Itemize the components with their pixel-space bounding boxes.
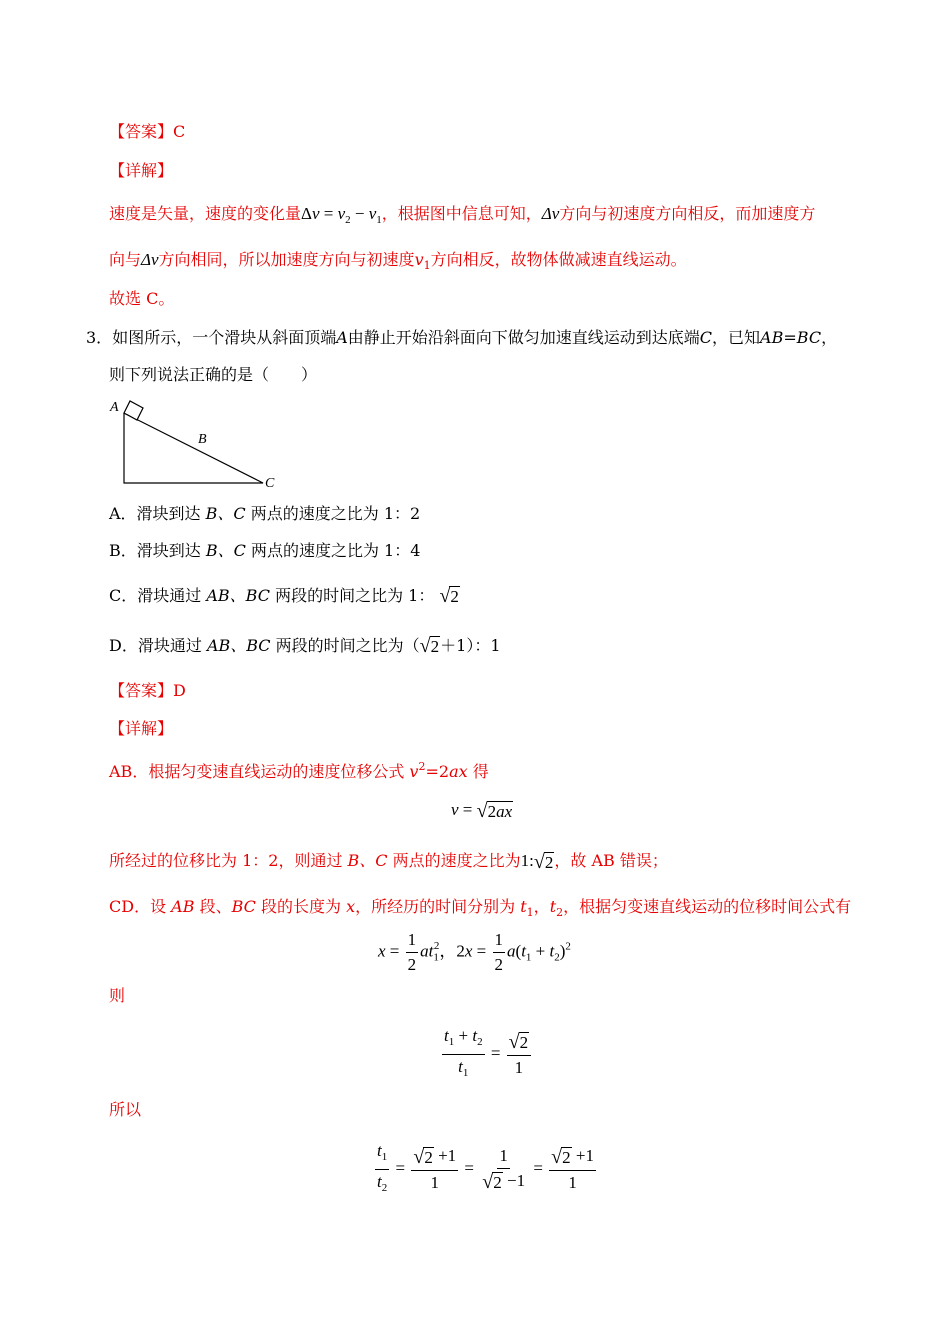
label-c: C (265, 476, 275, 491)
incline-figure (105, 395, 285, 495)
answer: 【答案】D (109, 681, 186, 700)
delta-v-formula: $\Delta v = v_2 - v_1$ (301, 204, 382, 226)
option-c: C．滑块通过 AB、BC 两段的时间之比为 1： √ 2 (109, 585, 459, 607)
option-a: A．滑块到达 B、C 两点的速度之比为 1：2 (109, 504, 421, 523)
formula-displacement: x = $\frac{1}{2}$ $at_1^2$，2x = $\frac{1}{2}$ $a(t_1 + t_2)^2$ (378, 930, 571, 974)
formula-v-sqrt: v = √ 2ax (451, 799, 513, 822)
incline-triangle (124, 413, 263, 483)
option-b: B．滑块到达 B、C 两点的速度之比为 1：4 (109, 541, 421, 560)
detail-ab: AB．根据匀变速直线运动的速度位移公式 $v^2=2ax$ 得 (109, 760, 489, 781)
slider-block (124, 401, 143, 420)
label-b: B (198, 432, 207, 447)
detail-so: 所以 (109, 1100, 142, 1119)
question-line1: 3．如图所示，一个滑块从斜面顶端A由静止开始沿斜面向下做匀加速直线运动到达底端C，已知AB=BC， (86, 328, 838, 347)
sqrt-2: √ 2 (419, 635, 440, 657)
prev-detail-line1: 速度是矢量，速度的变化量$\Delta v = v_2 - v_1$，根据图中信息可知，Δv方向与初速度方向相反，而加速度方 (109, 204, 816, 226)
formula-ratio2: $\frac{t_1}{t_2}$ = √ 2 +1 1 = 1 √ 2 −1 = √ 2 +1 1 (377, 1141, 594, 1194)
question-line2: 则下列说法正确的是（ ） (109, 365, 318, 384)
prev-detail-line2: 向与Δv方向相同，所以加速度方向与初速度$v_1$方向相反，故物体做减速直线运动。 (109, 250, 687, 272)
detail-tag: 【详解】 (109, 719, 174, 738)
sqrt-2: √ 2 (439, 585, 459, 607)
option-d: D．滑块通过 AB、BC 两段的时间之比为（ √ 2 ＋1）：1 (109, 635, 501, 657)
detail-cd: CD．设 AB 段、BC 段的长度为 x，所经历的时间分别为 $t_1$，$t_2$，根据匀变速直线运动的位移时间公式有 (109, 897, 852, 919)
prev-answer: 【答案】C (109, 122, 186, 141)
formula-ratio1: $\frac{t_1 + t_2}{t_1}$ = √ 2 1 (440, 1026, 533, 1083)
prev-detail-tag: 【详解】 (109, 161, 174, 180)
label-a: A (110, 400, 119, 415)
detail-then: 则 (109, 986, 126, 1005)
detail-ratio: 所经过的位移比为 1：2，则通过 B、C 两点的速度之比为1: √ 2 ，故 AB 错误； (109, 850, 668, 873)
prev-choose: 故选 C。 (109, 289, 175, 308)
